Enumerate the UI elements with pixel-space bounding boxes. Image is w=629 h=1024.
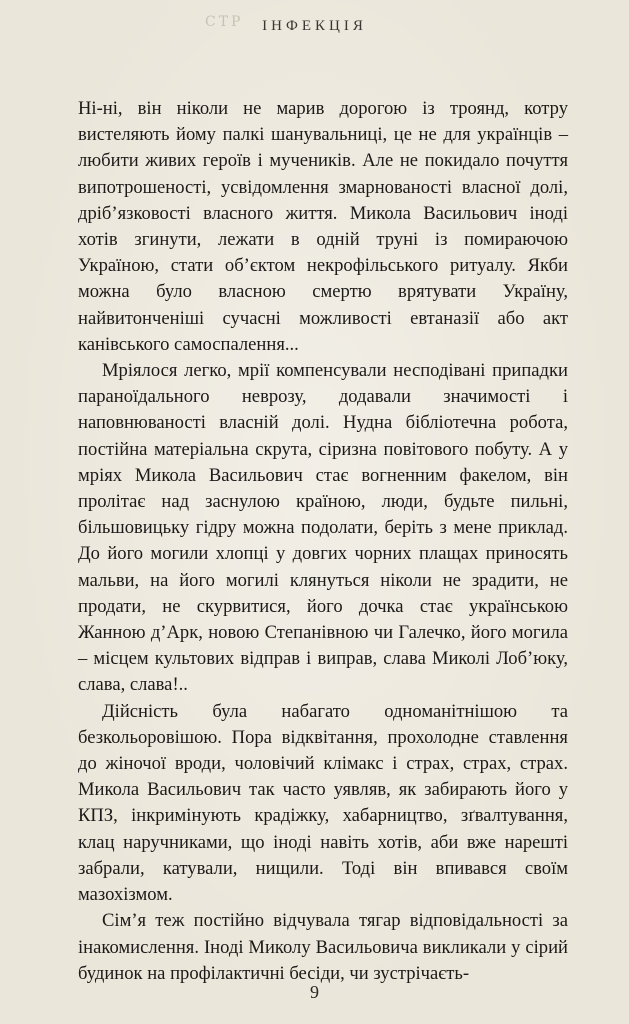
paragraph: Дійсність була набагато одноманітнішою та безкольоровішою. Пора відквітання, прохолодне ставлення до жіночої вроди, чоловічий клімакс і страх, страх, страх. Микола Васильович так часто уявляв, як забирають його у КПЗ, інкримінують крадіжку, хабарництво, зґвалтування, клац наручниками, що іноді навіть хотів, аби вже нарешті забрали, катували, нищили. Тоді він впивався своїм мазохізмом.: [78, 700, 568, 906]
paragraph: Мріялося легко, мрії компенсували несподівані припадки параноїдального неврозу, додавали значимості і наповнюваності власній долі. Нудна бібліотечна робота, постійна матеріальна скрута, сіризна повітового побуту. А у мріях Микола Васильович стає вогненним факелом, він пролітає над заснулою країною, люди, будьте пильні, більшовицьку гідру можна подолати, беріть з мене приклад. До його могили хлопці у довгих чорних плащах приносять мальви, на його могилі клянуться ніколи не зрадити, не продати, не скурвитися, його дочка стає українською Жанною д’Арк, новою Степанівною чи Галечко, його могила – місцем культових відправ і виправ, слава Миколі Лоб’юку, слава, слава!..: [78, 360, 568, 696]
running-head: ІНФЕКЦІЯ: [262, 18, 367, 34]
bleed-through-text: СТР: [205, 14, 244, 30]
paragraph: Ні-ні, він ніколи не марив дорогою із троянд, котру вистеляють йому палкі шанувальниці, це не для українців – любити живих героїв і мучеників. Але не покидало почуття випотрошеності, усвідомлення змарнованості власної долі, дріб’язковості власного життя. Микола Васильович іноді хотів згинути, лежати в одній труні із помираючою Україною, стати об’єктом некрофільського ритуалу. Якби можна було власною смертю врятувати Україну, найвитонченіші сучасні можливості евтаназії або акт канівського самоспалення...: [78, 98, 568, 355]
paragraph: Сім’я теж постійно відчувала тягар відповідальності за інакомислення. Іноді Миколу Васильовича викликали у сірий будинок на профілактичні бесіди, чи зустрічаєть-: [78, 910, 568, 984]
body-text: [78, 96, 568, 987]
page-number: 9: [310, 982, 319, 1002]
